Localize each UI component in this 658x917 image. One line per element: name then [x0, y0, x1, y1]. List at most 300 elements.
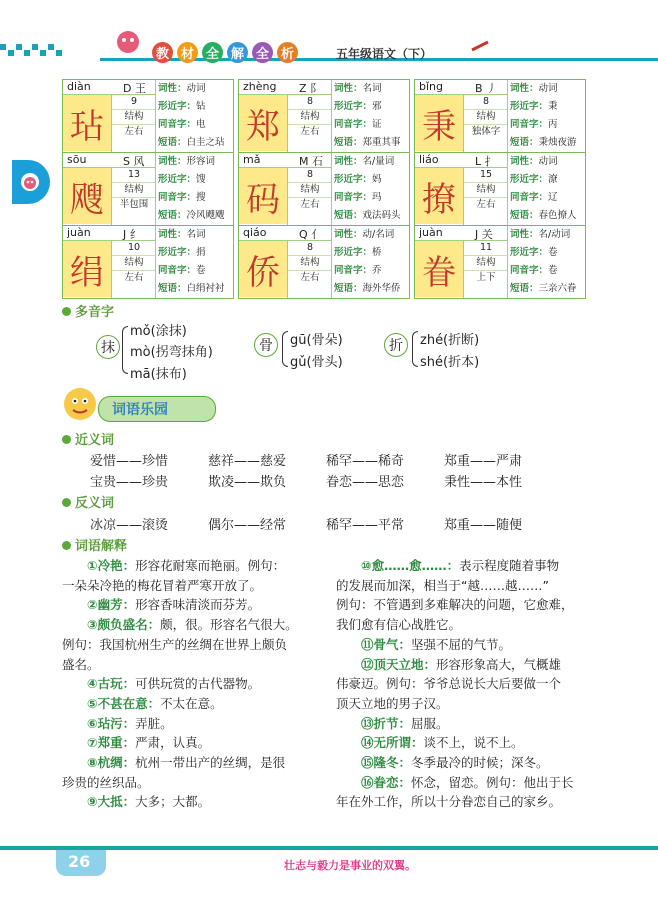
- info-value: 捐: [196, 247, 206, 258]
- info-row: [156, 171, 234, 189]
- info-key: 词性：: [510, 156, 539, 167]
- info-key: 词性：: [158, 156, 187, 167]
- info-value: 动词: [538, 83, 558, 94]
- explain-term: ⑯眷恋：: [361, 774, 412, 790]
- info-row: [332, 280, 410, 298]
- explain-continuation: 例句：我国杭州生产的丝绸在世界上颇负: [62, 636, 288, 652]
- info-value: 戏法码头: [362, 210, 401, 221]
- explain-left-column: [62, 556, 326, 812]
- info-value: 乔: [372, 265, 382, 276]
- stroke-count: 11: [464, 241, 508, 256]
- explain-entry: [336, 714, 600, 734]
- radical: J 纟: [123, 228, 141, 241]
- explain-continuation: 一朵朵冷艳的梅花冒着严寒开放了。: [62, 577, 263, 593]
- structure-value: 左右: [300, 272, 320, 283]
- structure-label: 结构: [464, 183, 508, 198]
- info-value: 卷: [196, 265, 206, 276]
- explain-heading: 词语解释: [62, 535, 127, 554]
- explain-continuation: 年在外工作，所以十分眷恋自己的家乡。: [336, 794, 562, 810]
- info-row: [156, 207, 234, 225]
- explain-entry: [62, 714, 326, 734]
- explain-entry: [62, 556, 326, 595]
- explain-term: ③颇负盛名：: [87, 617, 161, 633]
- explain-text: 冬季最冷的时候；深冬。: [411, 755, 549, 771]
- explain-term: ⑥玷污：: [87, 715, 136, 731]
- explain-term: ⑬折节：: [361, 715, 412, 731]
- word-pair: 稀罕——稀奇: [326, 454, 405, 469]
- card-info: [507, 226, 586, 298]
- info-key: 同音字：: [510, 119, 549, 130]
- info-value: 丙: [548, 119, 558, 130]
- character: 绢: [63, 241, 111, 297]
- explain-continuation: 例句：不管遇到多难解决的问题，它愈难，: [336, 597, 574, 613]
- info-key: 词性：: [510, 83, 539, 94]
- stroke-count: 9: [112, 95, 156, 110]
- card-info: [155, 80, 234, 152]
- info-key: 同音字：: [158, 192, 197, 203]
- info-value: 名/量词: [362, 156, 395, 167]
- info-value: 春色撩人: [538, 210, 577, 221]
- card-top: [239, 226, 331, 241]
- explain-text: 坚强不屈的气节。: [411, 636, 512, 652]
- info-row: [508, 134, 586, 152]
- brace: [412, 331, 418, 367]
- explain-continuation: 我们愈有信心战胜它。: [336, 617, 462, 633]
- info-key: 同音字：: [158, 265, 197, 276]
- info-row: [332, 80, 410, 98]
- info-key: 同音字：: [334, 192, 373, 203]
- brace: [282, 331, 288, 367]
- info-value: 辽: [548, 192, 558, 203]
- explain-text: 可供玩赏的古代器物。: [135, 676, 261, 692]
- card-info: [155, 226, 234, 298]
- info-value: 郑重其事: [362, 137, 401, 148]
- character: 侨: [239, 241, 287, 297]
- info-value: 形容词: [186, 156, 216, 167]
- card-info: [331, 153, 410, 225]
- character: 玷: [63, 95, 111, 151]
- structure-value: 上下: [476, 272, 496, 283]
- info-key: 短语：: [510, 210, 539, 221]
- info-key: 短语：: [510, 137, 539, 148]
- explain-continuation: 珍贵的丝织品。: [62, 774, 150, 790]
- info-key: 词性：: [334, 83, 363, 94]
- info-value: 动词: [538, 156, 558, 167]
- card-top: [63, 153, 155, 168]
- info-key: 词性：: [510, 229, 539, 240]
- info-value: 证: [372, 119, 382, 130]
- info-row: [508, 262, 586, 280]
- structure-label: 结构: [112, 183, 156, 198]
- explain-term: ⑩愈……愈……：: [361, 558, 460, 573]
- card-meta: [463, 95, 508, 152]
- info-value: 卷: [548, 265, 558, 276]
- info-value: 桥: [372, 247, 382, 258]
- info-row: [156, 244, 234, 262]
- brace: [122, 326, 128, 374]
- explain-text: 表示程度随着事物: [459, 558, 560, 573]
- info-key: 短语：: [510, 283, 539, 294]
- explain-term: ⑪骨气：: [361, 636, 412, 652]
- info-value: 秉: [548, 101, 558, 112]
- word-pair: 冰凉——滚烫: [90, 518, 169, 533]
- info-value: 动/名词: [362, 229, 395, 240]
- info-key: 短语：: [158, 283, 187, 294]
- info-key: 形近字：: [510, 174, 549, 185]
- explain-entry: [336, 635, 600, 655]
- structure-value: 左右: [300, 199, 320, 210]
- character-card: [62, 225, 234, 299]
- info-key: 形近字：: [334, 174, 373, 185]
- pinyin: juàn: [419, 226, 443, 239]
- info-key: 短语：: [158, 137, 187, 148]
- info-key: 短语：: [334, 210, 363, 221]
- info-value: 妈: [372, 174, 382, 185]
- pinyin: diàn: [67, 80, 91, 93]
- info-key: 形近字：: [158, 101, 197, 112]
- reading: gū(骨朵): [290, 333, 343, 348]
- radical: L 扌: [475, 155, 496, 168]
- card-info: [155, 153, 234, 225]
- stroke-count: 8: [464, 95, 508, 110]
- footer-slogan: 壮志与毅力是事业的双翼。: [284, 859, 416, 872]
- explain-term: ④古玩：: [87, 676, 136, 692]
- structure-label: 结构: [464, 256, 508, 271]
- stroke-count: 13: [112, 168, 156, 183]
- info-value: 电: [196, 119, 206, 130]
- radical: B 丿: [475, 82, 498, 95]
- explain-entry: [62, 733, 326, 753]
- explain-entry: [336, 773, 600, 812]
- word-pair: 宝贵——珍贵: [90, 475, 169, 490]
- info-value: 钻: [196, 101, 206, 112]
- card-meta: [287, 168, 332, 225]
- pinyin: sōu: [67, 153, 87, 166]
- explain-term: ⑫顶天立地：: [361, 656, 437, 672]
- explain-entry: [336, 753, 600, 773]
- word-pair: 爱惜——珍惜: [90, 454, 169, 469]
- info-key: 短语：: [334, 283, 363, 294]
- explain-entry: [336, 556, 600, 635]
- info-value: 动词: [186, 83, 206, 94]
- card-top: [239, 153, 331, 168]
- info-value: 卷: [548, 247, 558, 258]
- structure-value: 左右: [124, 126, 144, 137]
- card-top: [415, 153, 507, 168]
- explain-entry: [62, 595, 326, 615]
- info-value: 搜: [196, 192, 206, 203]
- info-value: 名/动词: [538, 229, 571, 240]
- character-card: [414, 152, 586, 226]
- word-pair: 稀罕——平常: [326, 518, 405, 533]
- card-top: [63, 226, 155, 241]
- character-card: [414, 225, 586, 299]
- explain-continuation: 伟豪迈。例句：爷爷总说长大后要做一个: [336, 676, 562, 692]
- character-card: [62, 79, 234, 153]
- explain-text: 弄脏。: [135, 715, 173, 731]
- info-value: 冷风飕飕: [186, 210, 225, 221]
- info-row: [508, 189, 586, 207]
- info-row: [156, 98, 234, 116]
- info-row: [508, 244, 586, 262]
- explain-right-column: [336, 556, 600, 812]
- info-key: 短语：: [334, 137, 363, 148]
- explain-term: ⑤不甚在意：: [87, 695, 161, 711]
- title-char: 教: [152, 42, 173, 63]
- reading: mā(抹布): [130, 367, 187, 382]
- info-row: [332, 134, 410, 152]
- explain-continuation: 的发展而加深，相当于“越……越……”: [336, 577, 549, 593]
- reading: mǒ(涂抹): [130, 324, 187, 339]
- info-key: 同音字：: [510, 265, 549, 276]
- info-key: 形近字：: [158, 174, 197, 185]
- info-row: [332, 226, 410, 244]
- info-key: 形近字：: [510, 101, 549, 112]
- explain-entry: [62, 674, 326, 694]
- structure-value: 左右: [476, 199, 496, 210]
- info-row: [508, 171, 586, 189]
- info-value: 三亲六眷: [538, 283, 577, 294]
- word-pair: 眷恋——思恋: [326, 475, 405, 490]
- info-row: [156, 153, 234, 171]
- info-row: [156, 134, 234, 152]
- card-meta: [463, 168, 508, 225]
- info-row: [332, 207, 410, 225]
- card-top: [415, 80, 507, 95]
- info-row: [332, 153, 410, 171]
- info-row: [332, 244, 410, 262]
- info-row: [508, 116, 586, 134]
- structure-value: 半包围: [119, 199, 149, 210]
- structure-value: 独体字: [471, 126, 501, 137]
- info-row: [508, 98, 586, 116]
- card-info: [507, 153, 586, 225]
- polyphone-char: 抹: [96, 335, 120, 359]
- explain-text: 怀念，留恋。例句：他出于长: [411, 774, 574, 790]
- card-top: [239, 80, 331, 95]
- info-value: 名词: [186, 229, 206, 240]
- info-value: 白绢衬衬: [186, 283, 225, 294]
- info-row: [156, 116, 234, 134]
- antonym-heading: 反义词: [62, 492, 114, 511]
- info-key: 形近字：: [334, 101, 373, 112]
- explain-text: 形容香味清淡而芬芳。: [135, 597, 261, 613]
- info-row: [508, 207, 586, 225]
- explain-text: 谈不上，说不上。: [423, 735, 524, 751]
- info-key: 词性：: [158, 229, 187, 240]
- card-meta: [111, 168, 156, 225]
- stroke-count: 15: [464, 168, 508, 183]
- character: 撩: [415, 168, 463, 224]
- explain-text: 不太在意。: [160, 695, 223, 711]
- explain-entry: [62, 615, 326, 674]
- info-key: 短语：: [158, 210, 187, 221]
- word-pair: 慈祥——慈爱: [208, 454, 287, 469]
- title-char: 全: [252, 42, 273, 63]
- character: 郑: [239, 95, 287, 151]
- info-row: [508, 153, 586, 171]
- info-row: [508, 80, 586, 98]
- info-key: 同音字：: [158, 119, 197, 130]
- info-key: 词性：: [158, 83, 187, 94]
- character-card: [238, 225, 410, 299]
- info-key: 同音字：: [334, 119, 373, 130]
- info-row: [156, 189, 234, 207]
- title-char: 全: [202, 42, 223, 63]
- explain-term: ⑧杭绸：: [87, 755, 136, 771]
- info-value: 秉烛夜游: [538, 137, 577, 148]
- info-key: 词性：: [334, 229, 363, 240]
- explain-text: 形容花耐寒而艳丽。例句：: [135, 558, 286, 573]
- word-pair: 郑重——严肃: [444, 454, 523, 469]
- info-row: [332, 189, 410, 207]
- info-value: 邪: [372, 101, 382, 112]
- character-card: [238, 79, 410, 153]
- polyphone-char: 折: [384, 333, 408, 357]
- stroke-count: 8: [288, 168, 332, 183]
- title-char: 析: [277, 42, 298, 63]
- info-value: 海外华侨: [362, 283, 401, 294]
- pinyin: juàn: [67, 226, 91, 239]
- explain-text: 颇，很。形容名气很大。: [160, 617, 298, 633]
- info-value: 白圭之玷: [186, 137, 225, 148]
- explain-term: ⑮隆冬：: [361, 755, 412, 771]
- info-row: [332, 171, 410, 189]
- character: 飕: [63, 168, 111, 224]
- structure-label: 结构: [112, 110, 156, 125]
- explain-term: ①冷艳：: [87, 558, 136, 573]
- header-decoration: [0, 30, 658, 64]
- card-meta: [287, 95, 332, 152]
- info-row: [332, 262, 410, 280]
- word-pair: 偶尔——经常: [208, 518, 287, 533]
- card-info: [331, 226, 410, 298]
- card-meta: [111, 241, 156, 298]
- mascot-icon: [60, 384, 100, 424]
- character-card: [62, 152, 234, 226]
- structure-label: 结构: [288, 256, 332, 271]
- explain-text: 严肃，认真。: [135, 735, 211, 751]
- explain-continuation: 盛名。: [62, 656, 100, 672]
- reading: shé(折本): [420, 355, 480, 370]
- card-meta: [111, 95, 156, 152]
- reading: mò(拐弯抹角): [130, 345, 213, 360]
- card-info: [331, 80, 410, 152]
- info-row: [332, 98, 410, 116]
- explain-text: 形容形象高大，气概雄: [436, 656, 562, 672]
- word-pair: 郑重——随便: [444, 518, 523, 533]
- word-pair: 秉性——本性: [444, 475, 523, 490]
- info-row: [332, 116, 410, 134]
- radical: J 关: [475, 228, 493, 241]
- card-meta: [287, 241, 332, 298]
- stroke-count: 10: [112, 241, 156, 256]
- book-subtitle: 五年级语文（下）: [336, 47, 433, 61]
- info-value: 馊: [196, 174, 206, 185]
- structure-label: 结构: [288, 183, 332, 198]
- synonym-heading: 近义词: [62, 429, 114, 448]
- explain-continuation: 顶天立地的男子汉。: [336, 695, 449, 711]
- explain-entry: [336, 733, 600, 753]
- explain-entry: [62, 694, 326, 714]
- card-top: [415, 226, 507, 241]
- book-title: [152, 42, 298, 63]
- explain-term: ⑦郑重：: [87, 735, 136, 751]
- card-top: [63, 80, 155, 95]
- info-key: 同音字：: [334, 265, 373, 276]
- info-row: [508, 280, 586, 298]
- reading: zhé(折断): [420, 333, 480, 348]
- title-char: 解: [227, 42, 248, 63]
- info-row: [156, 262, 234, 280]
- info-key: 词性：: [334, 156, 363, 167]
- character: 秉: [415, 95, 463, 151]
- stroke-count: 8: [288, 241, 332, 256]
- pinyin: bǐng: [419, 80, 443, 93]
- ciyu-banner-label: 词语乐园: [112, 402, 168, 418]
- info-value: 潦: [548, 174, 558, 185]
- radical: M 石: [299, 155, 323, 168]
- radical: D 王: [123, 82, 146, 95]
- info-key: 形近字：: [334, 247, 373, 258]
- card-info: [507, 80, 586, 152]
- explain-term: ⑭无所谓：: [361, 735, 424, 751]
- explain-text: 大多；大都。: [135, 794, 211, 810]
- explain-text: 杭州一带出产的丝绸，是很: [135, 755, 286, 771]
- pinyin: zhèng: [243, 80, 277, 93]
- info-row: [156, 280, 234, 298]
- structure-label: 结构: [112, 256, 156, 271]
- structure-label: 结构: [464, 110, 508, 125]
- info-value: 名词: [362, 83, 382, 94]
- explain-term: ②幽芳：: [87, 597, 136, 613]
- word-pair: 欺凌——欺负: [208, 475, 287, 490]
- structure-label: 结构: [288, 110, 332, 125]
- mascot-icon: [18, 170, 42, 194]
- explain-term: ⑨大抵：: [87, 794, 136, 810]
- polyphone-heading: 多音字: [62, 301, 114, 320]
- info-row: [156, 80, 234, 98]
- reading: gǔ(骨头): [290, 355, 343, 370]
- radical: Z 阝: [299, 82, 322, 95]
- card-meta: [463, 241, 508, 298]
- character: 眷: [415, 241, 463, 297]
- chapter-tab: [12, 160, 50, 204]
- character-card: [238, 152, 410, 226]
- explain-entry: [62, 792, 326, 812]
- stroke-count: 8: [288, 95, 332, 110]
- pinyin: qiáo: [243, 226, 267, 239]
- radical: S 风: [123, 155, 145, 168]
- page-number: 26: [68, 852, 91, 871]
- info-key: 形近字：: [158, 247, 197, 258]
- character: 码: [239, 168, 287, 224]
- character-card: [414, 79, 586, 153]
- info-row: [508, 226, 586, 244]
- radical: Q 亻: [299, 228, 323, 241]
- polyphone-char: 骨: [254, 333, 278, 357]
- structure-value: 左右: [124, 272, 144, 283]
- info-key: 形近字：: [510, 247, 549, 258]
- info-value: 玛: [372, 192, 382, 203]
- explain-entry: [336, 655, 600, 714]
- explain-text: 屈服。: [411, 715, 449, 731]
- pinyin: mǎ: [243, 153, 261, 166]
- pinyin: liáo: [419, 153, 439, 166]
- structure-value: 左右: [300, 126, 320, 137]
- info-key: 同音字：: [510, 192, 549, 203]
- explain-entry: [62, 753, 326, 792]
